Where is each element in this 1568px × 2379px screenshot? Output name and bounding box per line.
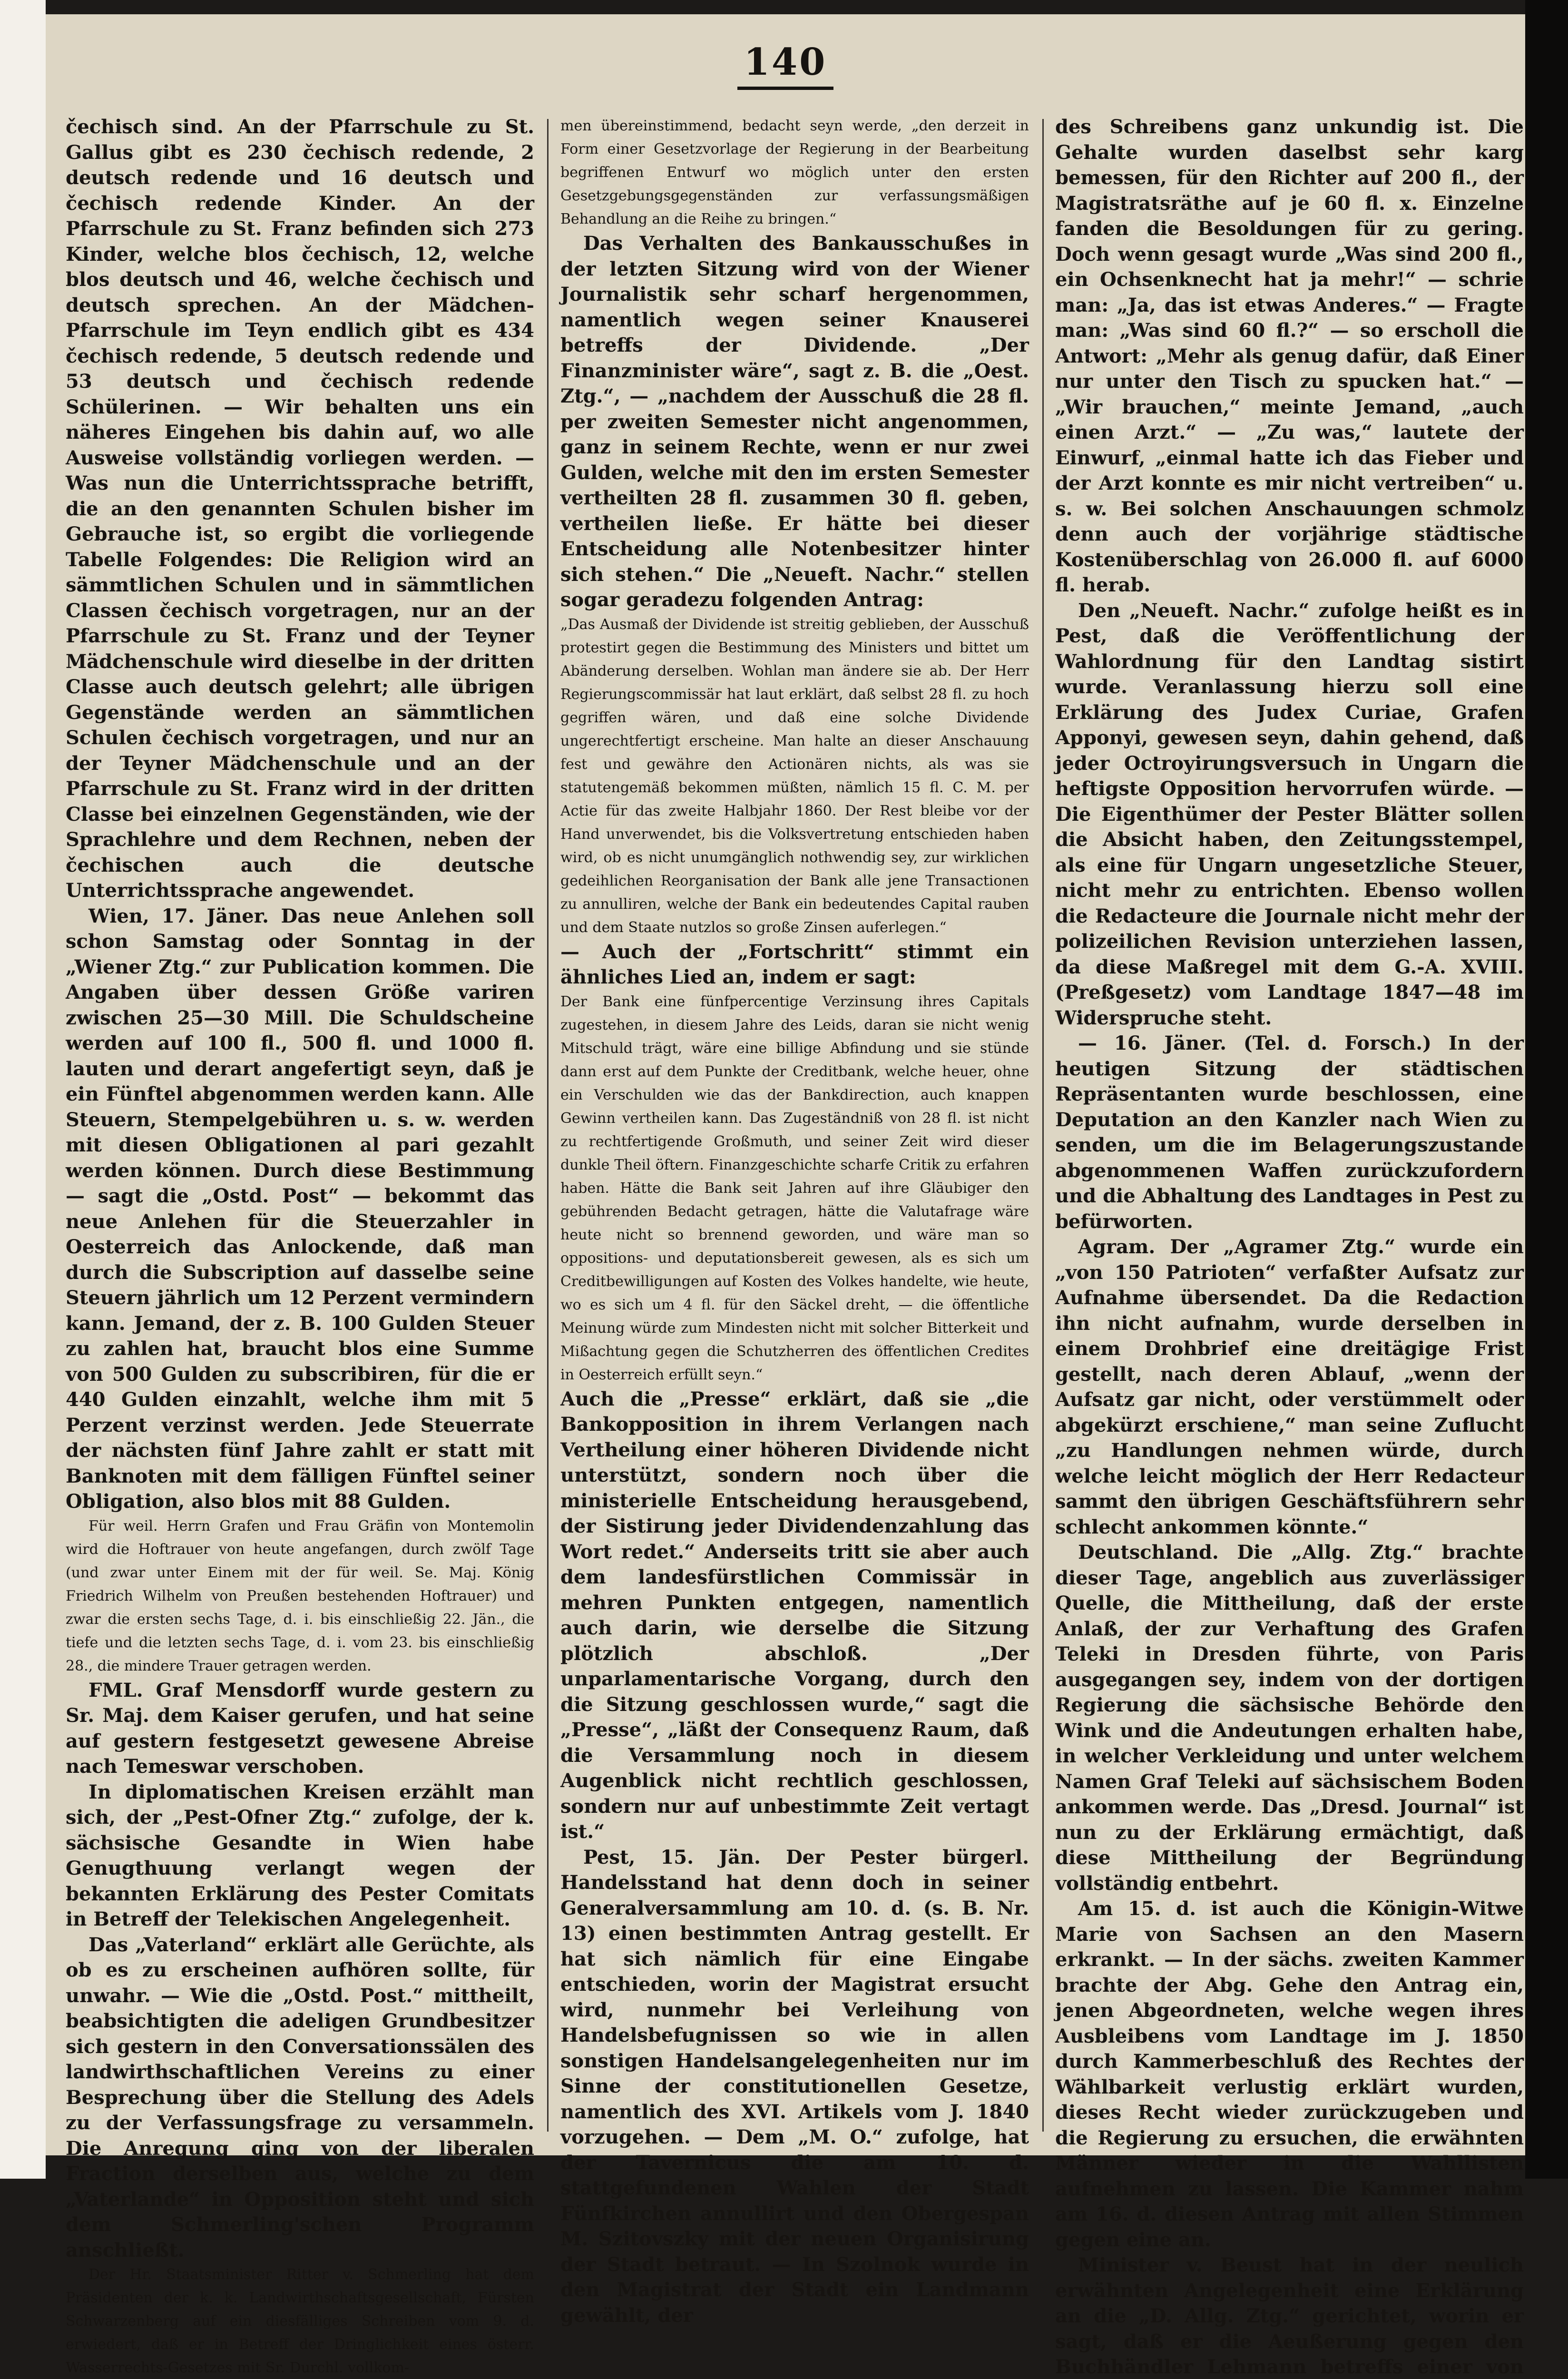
article-paragraph: Der Bank eine fünfpercentige Verzinsung ihres Capitals zugestehen, in diesem Jahre des Leids, daran sie nicht wenig Mitschuld trägt, wäre eine billige Abfindung und sie stünde dann erst auf dem Punkte der Creditbank, welche heuer, ohne ein Verschulden wie das der Bankdirection, auch knappen Gewinn vertheilen kann. Das Zugeständniß von 28 fl. ist nicht zu rechtfertigende Großmuth, und seiner Zeit wird dieser dunkle Theil öftern. Finanzgeschichte scharfe Critik zu erfahren haben. Hätte die Bank seit Jahren auf ihre Gläubiger den gebührenden Bedacht getragen, hätte die Valutafrage wäre heute nicht so brennend geworden, und wäre man so oppositions- und deputationsbereit gewesen, als es sich um Creditbewilligungen auf Kosten des Volkes handelte, wie heute, wo es sich um 4 fl. für den Säckel dreht, — die öffentliche Meinung würde zum Mindesten nicht mit solcher Bitterkeit und Mißachtung gegen die Schutzherren des öffentlichen Credites in Oesterreich erfüllt seyn.“	[560, 993, 1029, 1383]
article-paragraph: des Schreibens ganz unkundig ist. Die Gehalte wurden daselbst sehr karg bemessen, für den Richter auf 200 fl., der Magistratsräthe auf je 60 fl. x. Einzelne fanden die Besoldungen für zu gering. Doch wenn gesagt wurde „Was sind 200 fl., ein Ochsenknecht hat ja mehr!“ — schrie man: „Ja, das ist etwas Anderes.“ — Fragte man: „Was sind 60 fl.?“ — so erscholl die Antwort: „Mehr als genug dafür, daß Einer nur unter den Tisch zu spucken hat.“ — „Wir brauchen,“ meinte Jemand, „auch einen Arzt.“ — „Zu was,“ lautete der Einwurf, „einmal hatte ich das Fieber und der Arzt konnte es mir nicht vertreiben“ u. s. w. Bei solchen Anschauungen schmolz denn auch der vorjährige städtische Kostenüberschlag von 26.000 fl. auf 6000 fl. herab.	[1055, 116, 1524, 596]
article-paragraph: Das Verhalten des Bankausschußes in der letzten Sitzung wird von der Wiener Journalistik sehr scharf hergenommen, namentlich wegen seiner Knauserei betreffs der Dividende. „Der Finanzminister wäre“, sagt z. B. die „Oest. Ztg.“, — „nachdem der Ausschuß die 28 fl. per zweiten Semester nicht angenommen, ganz in seinem Rechte, wenn er nur zwei Gulden, welche mit den im ersten Semester vertheilten 28 fl. zusammen 30 fl. geben, vertheilen ließe. Er hätte bei dieser Entscheidung alle Notenbesitzer hinter sich stehen.“ Die „Neueft. Nachr.“ stellen sogar geradezu folgenden Antrag:	[560, 232, 1029, 611]
scan-margin-right	[1525, 0, 1568, 2179]
article-paragraph: FML. Graf Mensdorff wurde gestern zu Sr. Maj. dem Kaiser gerufen, und hat seine auf gestern festgesetzt gewesene Abreise nach Temeswar verschoben.	[66, 1679, 534, 1778]
column-divider	[1042, 119, 1044, 2132]
newspaper-page	[46, 14, 1525, 2378]
article-paragraph: Deutschland. Die „Allg. Ztg.“ brachte dieser Tage, angeblich aus zuverlässiger Quelle, die Mittheilung, daß der erste Anlaß, der zur Verhaftung des Grafen Teleki in Dresden führte, von Paris ausgegangen sey, indem von der dortigen Regierung die sächsische Behörde den Wink und die Andeutungen erhalten habe, in welcher Verkleidung und unter welchem Namen Graf Teleki auf sächsischem Boden ankommen werde. Das „Dresd. Journal“ ist nun zu der Erklärung ermächtigt, daß diese Mittheilung der Begründung vollständig entbehrt.	[1055, 1541, 1524, 1895]
article-paragraph: Agram. Der „Agramer Ztg.“ wurde ein „von 150 Patrioten“ verfaßter Aufsatz zur Aufnahme übersendet. Da die Redaction ihn nicht aufnahm, wurde derselben in einem Drohbrief eine dreitägige Frist gestellt, nach deren Ablauf, „wenn der Aufsatz gar nicht, oder verstümmelt oder abgekürzt erschiene,“ man seine Zuflucht „zu Handlungen nehmen würde, durch welche leicht möglich der Herr Redacteur sammt den übrigen Geschäftsführern sehr schlecht ankommen könnte.“	[1055, 1236, 1524, 1538]
article-paragraph: men übereinstimmend, bedacht seyn werde, „den derzeit in Form einer Gesetzvorlage der Regierung in der Bearbeitung begriffenen Entwurf wo möglich unter den ersten Gesetzgebungsgegenständen zur verfassungsmäßigen Behandlung an die Reihe zu bringen.“	[560, 118, 1029, 227]
article-paragraph: Für weil. Herrn Grafen und Frau Gräfin von Montemolin wird die Hoftrauer von heute angefangen, durch zwölf Tage (und zwar unter Einem mit der für weil. Se. Maj. König Friedrich Wilhelm von Preußen bestehenden Hoftrauer) und zwar die ersten sechs Tage, d. i. bis einschließig 22. Jän., die tiefe und die letzten sechs Tage, d. i. vom 23. bis einschließig 28., die mindere Trauer getragen werden.	[66, 1517, 534, 1674]
page-number: 140	[46, 40, 1525, 84]
article-paragraph: „Das Ausmaß der Dividende ist streitig geblieben, der Ausschuß protestirt gegen die Bestimmung des Ministers und bittet um Abänderung derselben. Wohlan man ändere sie ab. Der Herr Regierungscommissär hat laut erklärt, daß selbst 28 fl. zu hoch gegriffen wären, und daß eine solche Dividende ungerechtfertigt erscheine. Man halte an dieser Anschauung fest und gewähre den Actionären nichts, als was sie statutengemäß bekommen müßten, nämlich 15 fl. C. M. per Actie für das zweite Halbjahr 1860. Der Rest bleibe vor der Hand unverwendet, bis die Volksvertretung entschieden haben wird, ob es nicht unumgänglich nothwendig sey, zur wirklichen gedeihlichen Reorganisation der Bank alle jene Transactionen zu annulliren, welche der Bank ein bedeutendes Capital rauben und dem Staate nutzlos so große Zinsen auferlegen.“	[560, 616, 1029, 936]
article-paragraph: Auch die „Presse“ erklärt, daß sie „die Bankopposition in ihrem Verlangen nach Vertheilung einer höheren Dividende nicht unterstützt, sondern noch über die ministerielle Entscheidung herausgebend, der Sistirung jeder Dividendenzahlung das Wort redet.“ Anderseits tritt sie aber auch dem landesfürstlichen Commissär in mehren Punkten entgegen, namentlich auch darin, wie derselbe die Sitzung plötzlich abschloß. „Der unparlamentarische Vorgang, durch den die Sitzung geschlossen wurde,“ sagt die „Presse“, „läßt der Consequenz Raum, daß die Versammlung noch in diesem Augenblick nicht rechtlich geschlossen, sondern nur auf unbestimmte Zeit vertagt ist.“	[560, 1387, 1029, 1843]
article-paragraph: In diplomatischen Kreisen erzählt man sich, der „Pest-Ofner Ztg.“ zufolge, der k. sächsische Gesandte in Wien habe Genugthuung verlangt wegen der bekannten Erklärung des Pester Comitats in Betreff der Telekischen Angelegenheit.	[66, 1780, 534, 1930]
article-paragraph: — Auch der „Fortschritt“ stimmt ein ähnliches Lied an, indem er sagt:	[560, 940, 1029, 988]
column-3	[1055, 114, 1524, 2378]
scan-margin-left	[0, 0, 46, 2179]
article-paragraph: Den „Neueft. Nachr.“ zufolge heißt es in Pest, daß die Veröffentlichung der Wahlordnung für den Landtag sistirt wurde. Veranlassung hierzu soll eine Erklärung des Judex Curiae, Grafen Apponyi, gewesen seyn, dahin gehend, daß jeder Octroyirungsversuch in Ungarn die heftigste Opposition hervorrufen würde. — Die Eigenthümer der Pester Blätter sollen die Absicht haben, den Zeitungsstempel, als eine für Ungarn ungesetzliche Steuer, nicht mehr zu entrichten. Ebenso wollen die Redacteure die Journale nicht mehr der polizeilichen Revision unterziehen lassen, da diese Maßregel mit dem G.-A. XVIII. (Preßgesetz) vom Landtage 1847—48 im Widerspruche steht.	[1055, 599, 1524, 1029]
article-paragraph: Am 15. d. ist auch die Königin-Witwe Marie von Sachsen an den Masern erkrankt. — In der sächs. zweiten Kammer brachte der Abg. Gehe den Antrag ein, jenen Abgeordneten, welche wegen ihres Ausbleibens vom Landtage im J. 1850 durch Kammerbeschluß des Rechtes der Wählbarkeit verlustig erklärt wurden, dieses Recht wieder zurückzugeben und die Regierung zu ersuchen, die erwähnten Männer wieder in die Wahllisten aufnehmen zu lassen. Die Kammer nahm am 16. d. diesen Antrag mit allen Stimmen gegen eine an.	[1055, 1897, 1524, 2251]
column-1	[66, 114, 534, 2376]
article-paragraph: Wien, 17. Jäner. Das neue Anlehen soll schon Samstag oder Sonntag in der „Wiener Ztg.“ zur Publication kommen. Die Angaben über dessen Größe variren zwischen 25—30 Mill. Die Schuldscheine werden auf 100 fl., 500 fl. und 1000 fl. lauten und derart angefertigt seyn, daß je ein Fünftel abgenommen werden kann. Alle Steuern, Stempelgebühren u. s. w. werden mit diesen Obligationen al pari gezahlt werden können. Durch diese Bestimmung — sagt die „Ostd. Post“ — bekommt das neue Anlehen für die Steuerzahler in Oesterreich das Anlockende, daß man durch die Subscription auf dasselbe seine Steuern jährlich um 12 Perzent vermindern kann. Jemand, der z. B. 100 Gulden Steuer zu zahlen hat, braucht blos eine Summe von 500 Gulden zu subscribiren, für die er 440 Gulden einzahlt, welche ihm mit 5 Perzent verzinst werden. Jede Steuerrate der nächsten fünf Jahre zahlt er statt mit Banknoten mit dem fälligen Fünftel seiner Obligation, also blos mit 88 Gulden.	[66, 904, 534, 1513]
column-divider	[547, 119, 549, 2132]
article-paragraph: čechisch sind. An der Pfarrschule zu St. Gallus gibt es 230 čechisch redende, 2 deutsch redende und 16 deutsch und čechisch redende Kinder. An der Pfarrschule zu St. Franz befinden sich 273 Kinder, welche blos čechisch, 12, welche blos deutsch und 46, welche čechisch und deutsch sprechen. An der Mädchen-Pfarrschule im Teyn endlich gibt es 434 čechisch redende, 5 deutsch redende und 53 deutsch und čechisch redende Schülerinen. — Wir behalten uns ein näheres Eingehen bis dahin auf, wo alle Ausweise vollständig vorliegen werden. — Was nun die Unterrichtssprache betrifft, die an den genannten Schulen bisher im Gebrauche ist, so ergibt die vorliegende Tabelle Folgendes: Die Religion wird an sämmtlichen Schulen und in sämmtlichen Classen čechisch vorgetragen, nur an der Pfarrschule zu St. Franz und der Teyner Mädchenschule wird dieselbe in der dritten Classe auch deutsch gelehrt; alle übrigen Gegenstände werden an sämmtlichen Schulen čechisch vorgetragen, und nur an der Teyner Mädchenschule und an der Pfarrschule zu St. Franz wird in der dritten Classe bei einzelnen Gegenständen, wie der Sprachlehre und dem Rechnen, neben der čechischen auch die deutsche Unterrichtssprache angewendet.	[66, 116, 534, 902]
column-2	[560, 114, 1029, 2327]
article-paragraph: Pest, 15. Jän. Der Pester bürgerl. Handelsstand hat denn doch in seiner Generalversammlung am 10. d. (s. B. Nr. 13) einen bestimmten Antrag gestellt. Er hat sich nämlich für eine Eingabe entschieden, worin der Magistrat ersucht wird, nunmehr bei Verleihung von Handelsbefugnissen so wie in allen sonstigen Handelsangelegenheiten nur im Sinne der constitutionellen Gesetze, namentlich des XVI. Artikels vom J. 1840 vorzugehen. — Dem „M. O.“ zufolge, hat der Tavernicus die am 10. d. stattgefundenen Wahlen der Stadt Fünfkirchen annullirt und den Obergespan M. Szitovszky mit der neuen Organisirung der Stadt betraut. — In Szolnok wurde in den Magistrat der Stadt ein Landmann gewählt, der	[560, 1846, 1029, 2327]
article-paragraph: — 16. Jäner. (Tel. d. Forsch.) In der heutigen Sitzung der städtischen Repräsentanten wurde beschlossen, eine Deputation an den Kanzler nach Wien zu senden, um die im Belagerungszustande abgenommenen Waffen zurückzufordern und die Abhaltung des Landtages in Pest zu befürworten.	[1055, 1032, 1524, 1233]
article-columns	[66, 114, 1524, 2378]
article-paragraph: Minister v. Beust hat in der neulich erwähnten Angelegenheit eine Erklärung an die „D. Allg. Ztg.“ gerichtet, worin er sagt, daß er die Aeußerung gegen den Buchhändler Lehmann betreffs einer von	[1055, 2254, 1524, 2378]
article-paragraph: Der Hr. Staatsminister Ritter v. Schmerling hat dem Präsidenten der k. k. Landwirthschaftsgesellschaft, Fürsten Schwarzenberg auf ein diesfälliges Schreiben vom 9. d. erwiedert, daß er in Betreff der Dringlichkeit eines österr. Wasserrechts-Gesetzes mit Sr. Durchl. vollkom-	[66, 2266, 534, 2376]
article-paragraph: Das „Vaterland“ erklärt alle Gerüchte, als ob es zu erscheinen aufhören sollte, für unwahr. — Wie die „Ostd. Post.“ mittheilt, beabsichtigten die adeligen Grundbesitzer sich gestern in den Conversationssälen des landwirthschaftlichen Vereins zu einer Besprechung über die Stellung des Adels zu der Verfassungsfrage zu versammeln. Die Anregung ging von der liberalen Fraction derselben aus, welche zu dem „Vaterlande“ in Opposition steht und sich dem Schmerling'schen Programm anschließt.	[66, 1933, 534, 2261]
